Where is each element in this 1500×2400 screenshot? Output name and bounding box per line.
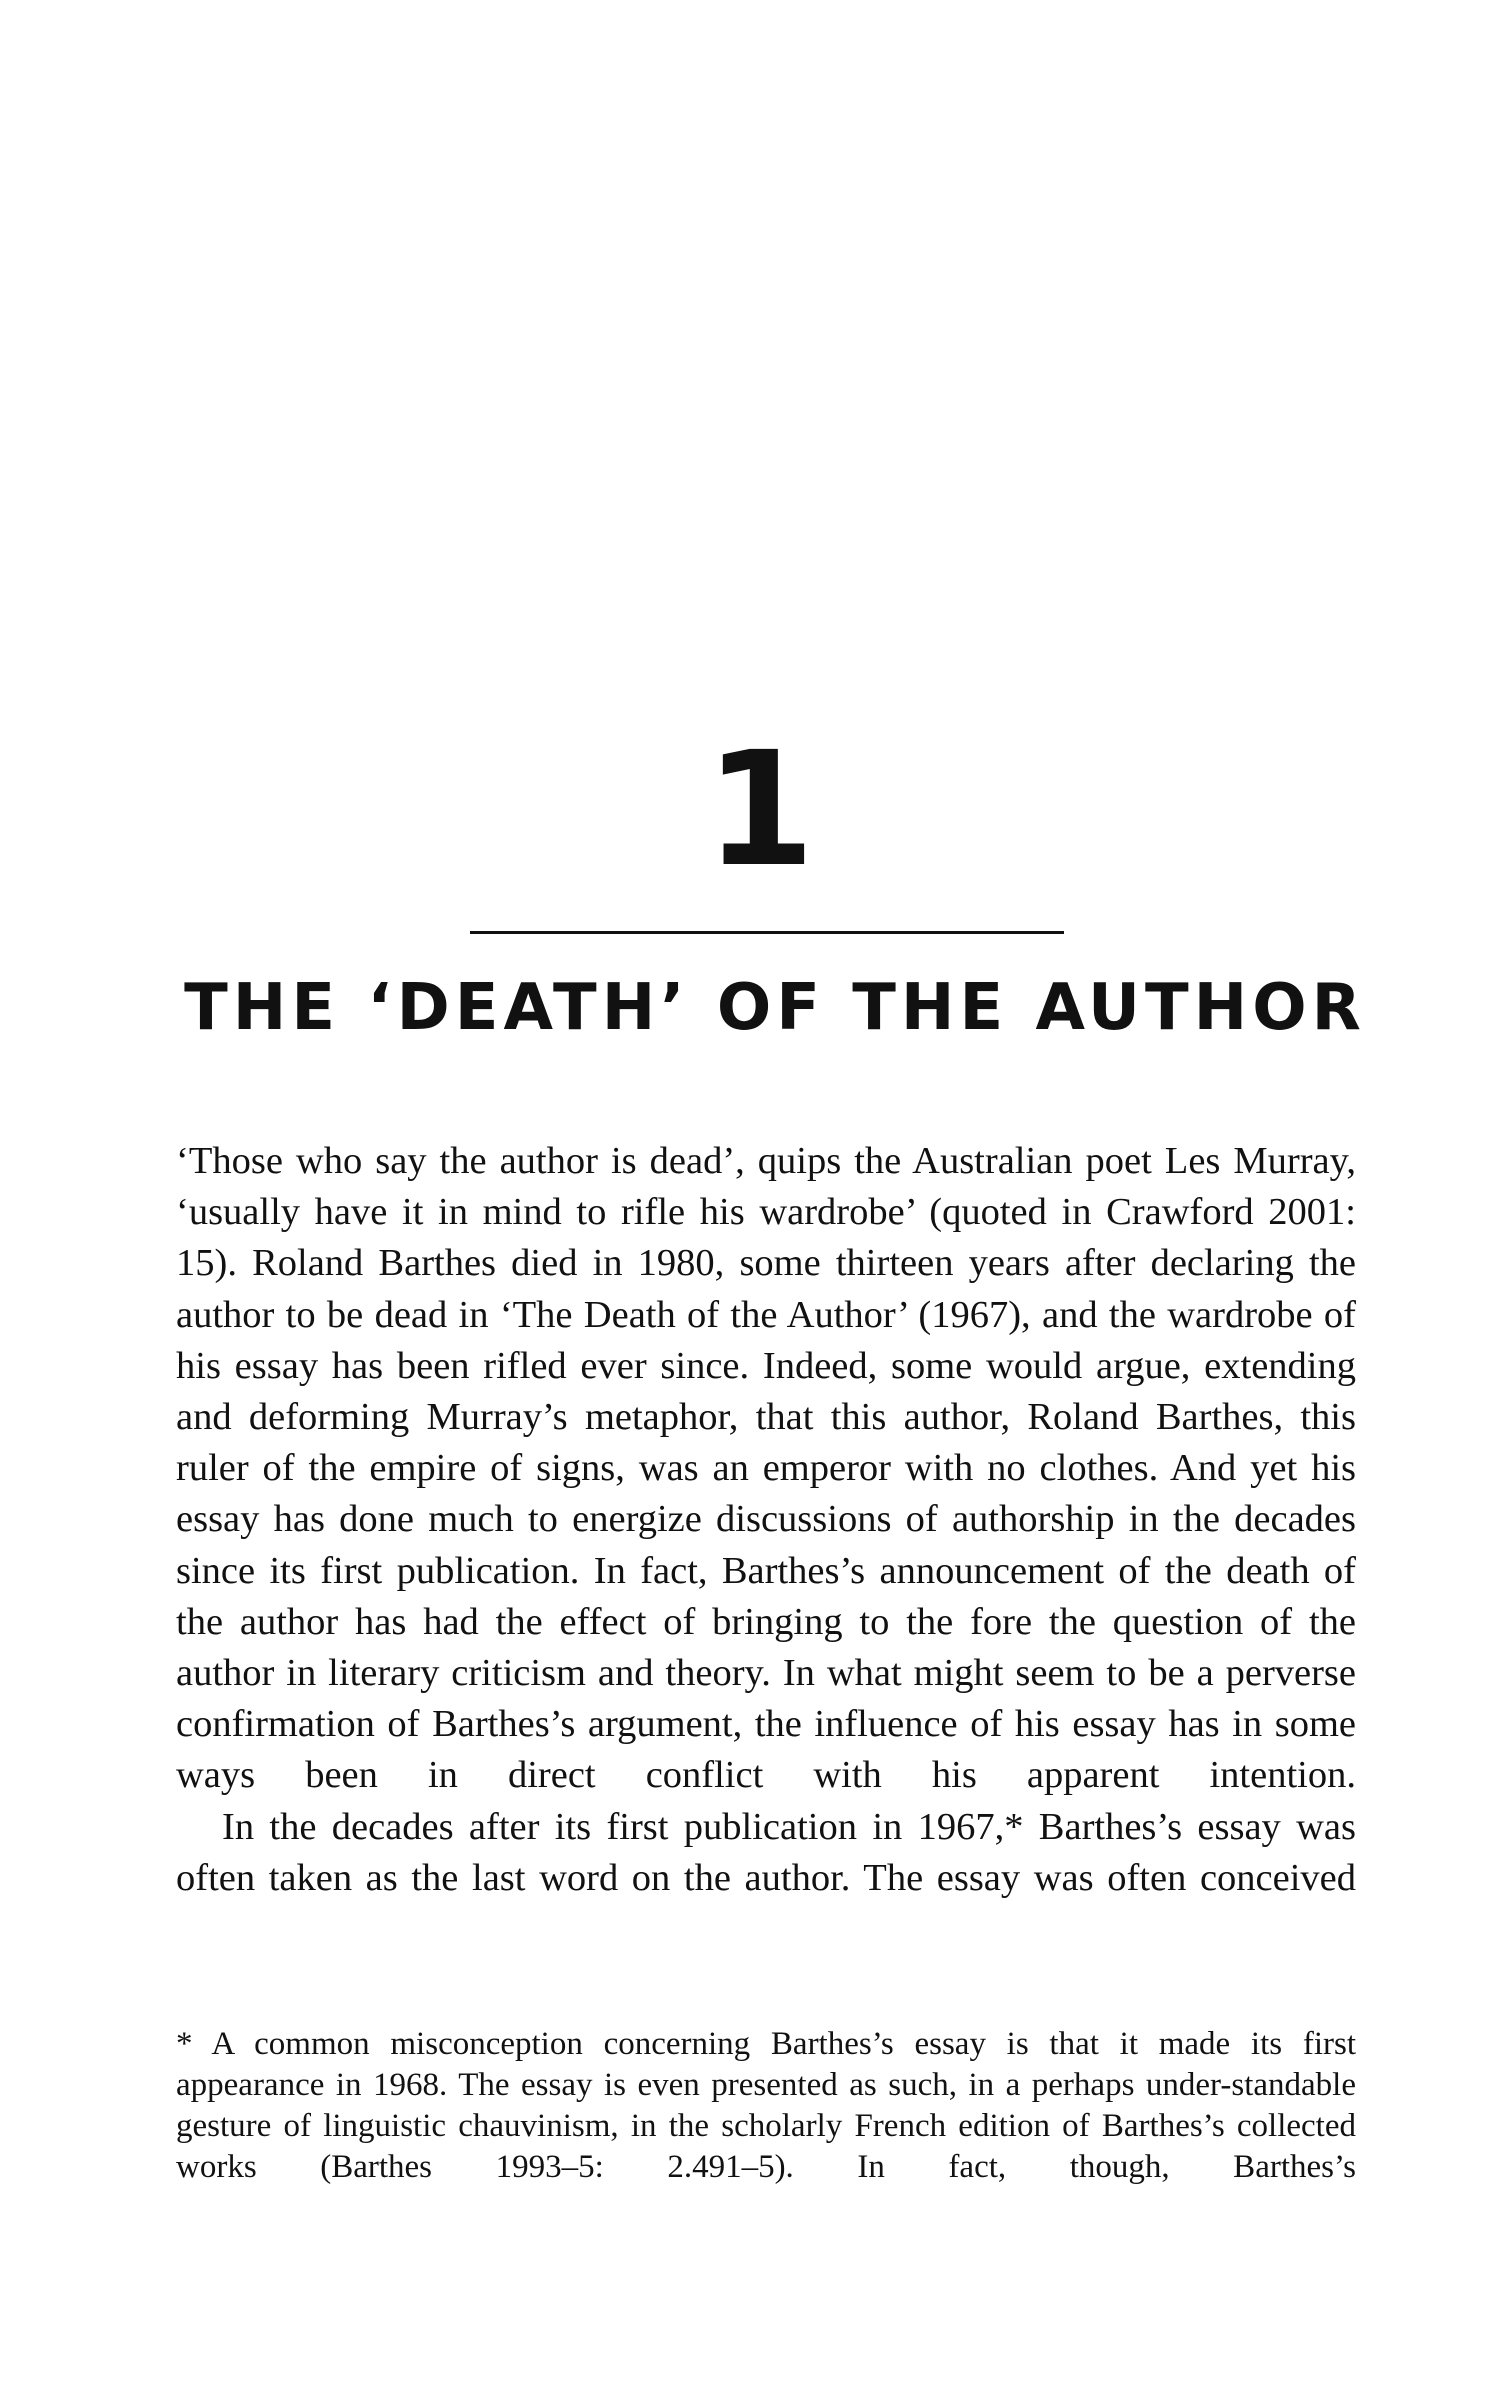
chapter-title: THE ‘DEATH’ OF THE AUTHOR bbox=[184, 971, 1366, 1045]
body-paragraph-1: ‘Those who say the author is dead’, quips the Australian poet Les Murray, ‘usually have it in mind to rifle his wardrobe’ (quoted in Crawford 2001: 15). Roland Barthes died in 1980, some thirteen years after declaring the author to be dead in ‘The Death of the Author’ (1967), and the wardrobe of his essay has been rifled ever since. Indeed, some would argue, extending and deforming Murray’s metaphor, that this author, Roland Barthes, this ruler of the empire of signs, was an emperor with no clothes. And yet his essay has done much to energize discussions of authorship in the decades since its first publication. In fact, Barthes’s announcement of the death of the author has had the effect of bringing to the fore the question of the author in literary criticism and theory. In what might seem to be a perverse confirmation of Barthes’s argument, the influence of his essay has in some ways been in direct conflict with his apparent intention. bbox=[176, 1140, 1356, 1797]
body-text bbox=[176, 1136, 1356, 1904]
body-paragraph-2: In the decades after its first publication in 1967,* Barthes’s essay was often taken as the last word on the author. The essay was often conceived bbox=[176, 1805, 1356, 1899]
chapter-divider-rule bbox=[470, 931, 1064, 934]
footnote-text: * A common misconception concerning Barthes’s essay is that it made its first appearance in 1968. The essay is even presented as such, in a perhaps under-standable gesture of linguistic chauvinism, in the scholarly French edition of Barthes’s collected works (Barthes 1993–5: 2.491–5). In fact, though, Barthes’s bbox=[176, 2026, 1356, 2185]
footnote bbox=[176, 2024, 1356, 2188]
chapter-number: 1 bbox=[705, 718, 815, 902]
